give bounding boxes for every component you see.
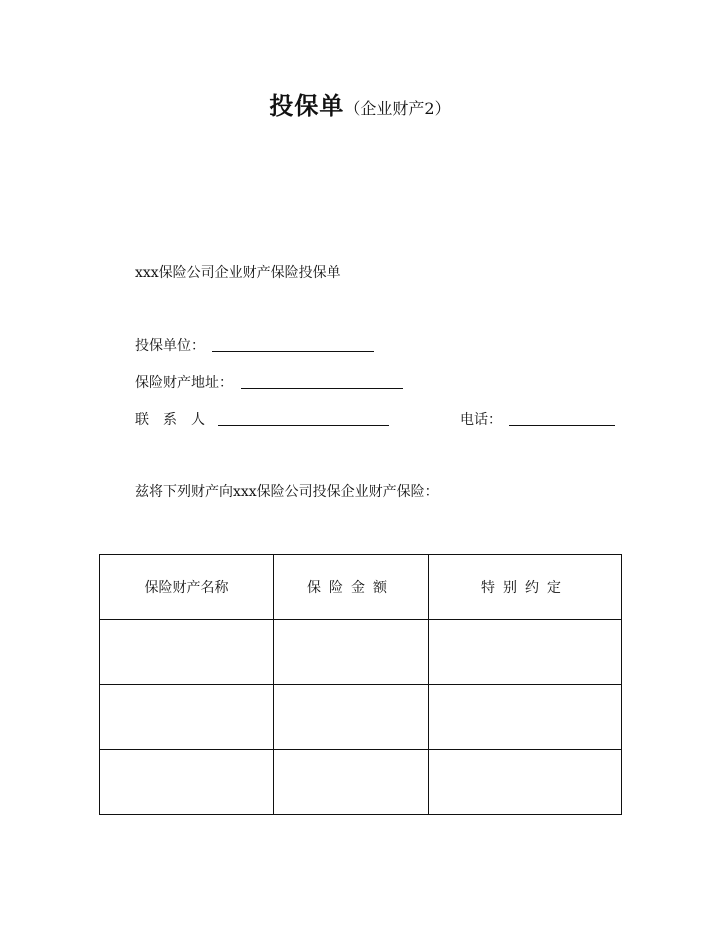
cell-special-terms[interactable]: [429, 685, 622, 750]
contact-person-field[interactable]: [218, 425, 389, 426]
insured-unit-label: 投保单位：: [135, 338, 205, 354]
contact-person-label: 联系人: [135, 412, 219, 428]
statement-text: 兹将下列财产向xxx保险公司投保企业财产保险：: [135, 484, 439, 500]
phone-label: 电话：: [460, 412, 502, 428]
phone-field[interactable]: [509, 425, 615, 426]
insured-unit-field[interactable]: [212, 351, 374, 352]
table-header-row: [100, 555, 622, 620]
insured-property-table: [99, 554, 622, 815]
header-property-name: 保险财产名称: [100, 555, 274, 620]
page-title: [0, 86, 720, 121]
cell-property-name[interactable]: [100, 750, 274, 815]
table-row: [100, 750, 622, 815]
title-subtitle: （企业财产2）: [344, 99, 451, 118]
header-insured-amount: 保险金额: [274, 555, 429, 620]
property-address-label: 保险财产地址：: [135, 375, 233, 391]
cell-insured-amount[interactable]: [274, 685, 429, 750]
cell-insured-amount[interactable]: [274, 750, 429, 815]
cell-property-name[interactable]: [100, 620, 274, 685]
cell-special-terms[interactable]: [429, 750, 622, 815]
property-address-field[interactable]: [241, 388, 403, 389]
form-heading: xxx保险公司企业财产保险投保单: [135, 265, 341, 281]
cell-property-name[interactable]: [100, 685, 274, 750]
title-main: 投保单: [269, 91, 345, 120]
table-row: [100, 685, 622, 750]
cell-special-terms[interactable]: [429, 620, 622, 685]
table-row: [100, 620, 622, 685]
header-special-terms: 特别约定: [429, 555, 622, 620]
cell-insured-amount[interactable]: [274, 620, 429, 685]
